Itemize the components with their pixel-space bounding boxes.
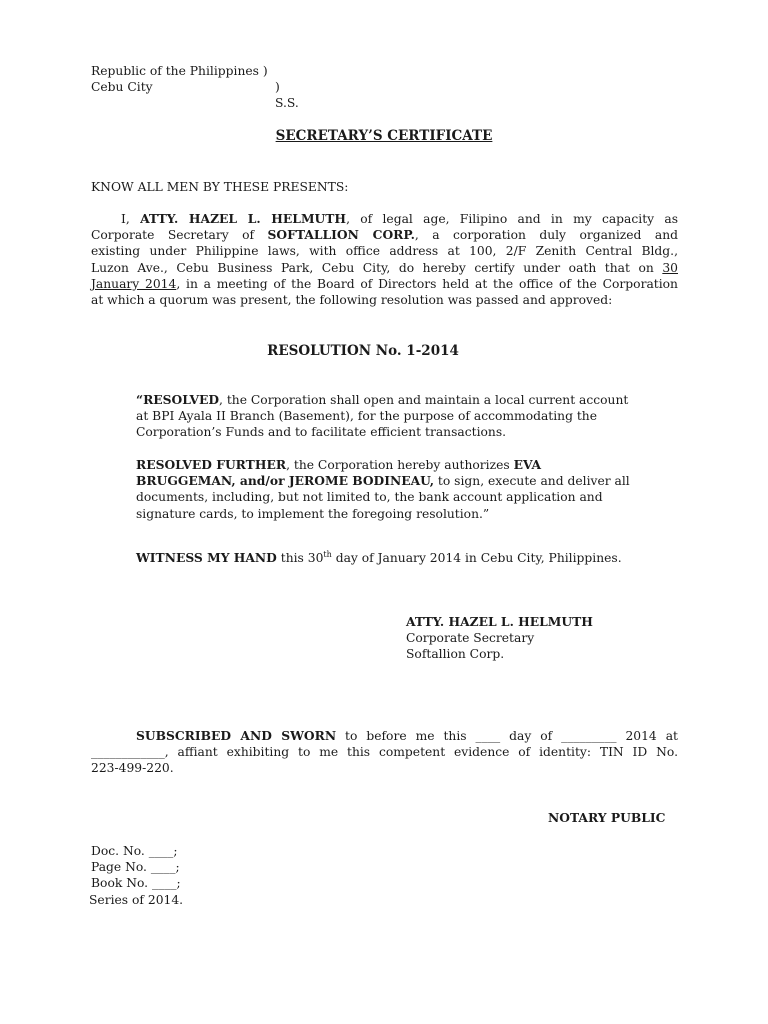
authorized-persons: BRUGGEMAN, and/or JEROME BODINEAU, <box>136 473 435 489</box>
signatory-name: ATTY. HAZEL L. HELMUTH <box>406 614 593 629</box>
certification-paragraph <box>91 211 678 308</box>
resolution-heading: RESOLUTION No. 1-2014 <box>267 343 459 359</box>
jurat-line-2: ____________, affiant exhibiting to me this competent evidence of identity: TIN ID No. <box>91 745 678 760</box>
body-line-2 <box>91 227 678 243</box>
document-title-wrap <box>0 128 768 144</box>
page-number: Page No. ____; <box>91 860 180 875</box>
resolved-label: “RESOLVED <box>136 392 220 407</box>
body-text: Luzon Ave., Cebu Business Park, Cebu City, do hereby certify under oath that on <box>91 260 663 275</box>
witness-line <box>136 550 622 566</box>
doc-reference-block <box>91 843 183 908</box>
venue-line-2 <box>91 79 299 111</box>
document-title: SECRETARY’S CERTIFICATE <box>275 128 493 144</box>
body-text: , a corporation duly organized and <box>414 228 678 243</box>
witness-label: WITNESS MY HAND <box>136 550 277 565</box>
notary-public-label: NOTARY PUBLIC <box>548 810 666 825</box>
jurat-text: to before me this ____ day of _________ 2014 at <box>336 729 678 743</box>
corporation-name: SOFTALLION CORP. <box>267 227 415 243</box>
venue-ss: ) S.S. <box>275 80 299 111</box>
body-line-5 <box>91 276 678 292</box>
resolution-text: to sign, execute and deliver all <box>434 474 630 489</box>
resolution-paragraph-2 <box>136 457 630 522</box>
resolution-2-line-1 <box>136 457 630 473</box>
subscribed-label: SUBSCRIBED AND SWORN <box>136 728 337 743</box>
body-line-6: at which a quorum was present, the following resolution was passed and approved: <box>91 293 613 308</box>
resolution-text: , the Corporation hereby authorizes <box>286 458 514 472</box>
witness-text: this 30 <box>276 551 324 565</box>
signatory-block <box>406 614 593 663</box>
certifier-name: ATTY. HAZEL L. HELMUTH <box>140 211 347 226</box>
book-number: Book No. ____; <box>91 876 181 891</box>
body-line-1 <box>91 211 678 227</box>
ordinal-suffix: th <box>323 549 332 559</box>
jurat-line-1 <box>91 728 678 744</box>
series-line: Series of 2014. <box>89 892 184 907</box>
signatory-company: Softallion Corp. <box>406 647 505 662</box>
body-text: , of legal age, Filipino and in my capacity as <box>346 212 679 226</box>
body-text: , in a meeting of the Board of Directors held at the office of the Corporation <box>176 276 678 291</box>
resolution-1-line-3: Corporation’s Funds and to facilitate efficient transactions. <box>136 425 507 440</box>
body-line-3: existing under Philippine laws, with office address at 100, 2/F Zenith Central Bldg., <box>91 244 678 259</box>
venue-caption <box>91 63 299 111</box>
resolution-text: , the Corporation shall open and maintain a local current account <box>219 393 629 407</box>
meeting-date-month-year: January 2014 <box>91 276 177 291</box>
opening-line: KNOW ALL MEN BY THESE PRESENTS: <box>91 180 349 194</box>
jurat-line-3: 223-499-220. <box>91 761 174 776</box>
doc-number: Doc. No. ____; <box>91 844 178 858</box>
resolution-paragraph-1 <box>136 392 628 441</box>
resolution-2-line-4: signature cards, to implement the foregoing resolution.” <box>136 506 490 521</box>
signatory-title: Corporate Secretary <box>406 631 535 646</box>
resolution-2-line-2 <box>136 473 630 489</box>
resolution-1-line-2: at BPI Ayala II Branch (Basement), for the purpose of accommodating the <box>136 409 598 424</box>
venue-place: Cebu City <box>91 80 153 95</box>
witness-text: day of January 2014 in Cebu City, Philippines. <box>331 551 622 565</box>
body-text: Corporate Secretary of <box>91 228 268 243</box>
resolution-1-line-1 <box>136 392 628 408</box>
resolved-further-label: RESOLVED FURTHER <box>136 457 287 472</box>
resolution-2-line-3: documents, including, but not limited to, the bank account application and <box>136 490 603 505</box>
body-text: I, <box>121 212 141 226</box>
authorized-person-1: EVA <box>513 457 542 472</box>
jurat-paragraph <box>91 728 678 777</box>
body-line-4 <box>91 260 678 276</box>
meeting-date-day: 30 <box>662 260 678 275</box>
venue-line-1: Republic of the Philippines ) <box>91 64 268 78</box>
